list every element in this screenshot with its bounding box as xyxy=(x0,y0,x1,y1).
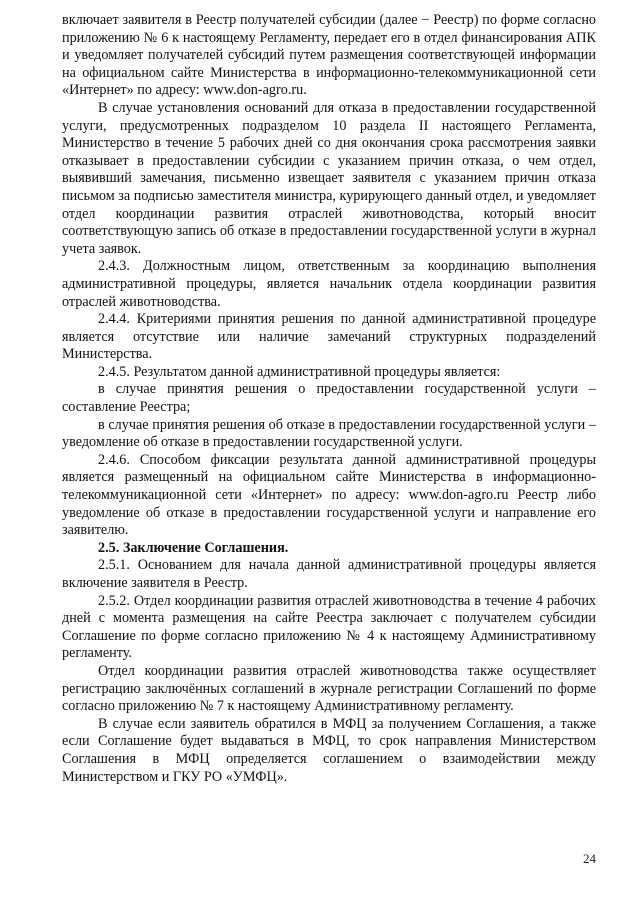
paragraph-2-4-3: 2.4.3. Должностным лицом, ответственным за координацию выполнения административной процедуры, является начальник отдела координации развития отраслей животноводства. xyxy=(62,258,596,310)
page-number: 24 xyxy=(583,851,596,866)
paragraph-2-4-4: 2.4.4. Критериями принятия решения по данной административной процедуре является отсутствие или наличие замечаний структурных подразделений Министерства. xyxy=(62,311,596,363)
paragraph-mfc-agreement: В случае если заявитель обратился в МФЦ за получением Соглашения, а также если Соглашение будет выдаваться в МФЦ, то срок направления Министерством Соглашения в МФЦ определяется соглашением о взаимодействии между Министерством и ГКУ РО «УМФЦ». xyxy=(62,715,596,785)
paragraph-2-5-2: 2.5.2. Отдел координации развития отраслей животноводства в течение 4 рабочих дней с момента размещения на сайте Реестра заключает с получателем субсидии Соглашение по форме согласно приложению № 4 к настоящему Административному регламенту. xyxy=(62,592,596,662)
paragraph-refusal-grounds: В случае установления оснований для отказа в предоставлении государственной услуги, предусмотренных подразделом 10 раздела II настоящего Регламента, Министерство в течение 5 рабочих дней со дня окончания срока рассмотрения заявки отказывает в предоставлении субсидии с указанием причин отказа, о чем отдел, выявивший замечания, письменно извещает заявителя с указанием причин отказа письмом за подписью заместителя министра, курирующего данный отдел, и уведомляет отдел координации развития отраслей животноводства, который вносит соответствующую запись об отказе в предоставлении государственной услуги в журнал учета заявок. xyxy=(62,99,596,257)
section-heading-2-5: 2.5. Заключение Соглашения. xyxy=(98,539,289,556)
paragraph-result-refusal: в случае принятия решения об отказе в предоставлении государственной услуги – уведомление об отказе в предоставлении государственной услуги. xyxy=(62,416,596,451)
paragraph-result-approval: в случае принятия решения о предоставлении государственной услуги – составление Реестра; xyxy=(62,381,596,416)
paragraph-2-4-5: 2.4.5. Результатом данной административной процедуры является: xyxy=(98,363,501,380)
paragraph-2-4-6: 2.4.6. Способом фиксации результата данной административной процедуры является размещенный на официальном сайте Министерства в информационно-телекоммуникационной сети «Интернет» по адресу: www.don-agro.ru Реестр либо уведомление об отказе в предоставлении государственной услуги и направление его заявителю. xyxy=(62,451,596,539)
paragraph-registry-inclusion: включает заявителя в Реестр получателей субсидии (далее − Реестр) по форме согласно приложению № 6 к настоящему Регламенту, передает его в отдел финансирования АПК и уведомляет получателей субсидий путем размещения соответствующей информации на официальном сайте Министерства в информационно-телекоммуникационной сети «Интернет» по адресу: www.don-agro.ru. xyxy=(62,12,596,99)
document-page xyxy=(62,12,596,786)
paragraph-2-5-1: 2.5.1. Основанием для начала данной административной процедуры является включение заявителя в Реестр. xyxy=(62,557,596,591)
paragraph-agreement-registration: Отдел координации развития отраслей животноводства также осуществляет регистрацию заключённых соглашений в журнале регистрации Соглашений по форме согласно приложению № 7 к настоящему Административному регламенту. xyxy=(62,662,596,715)
